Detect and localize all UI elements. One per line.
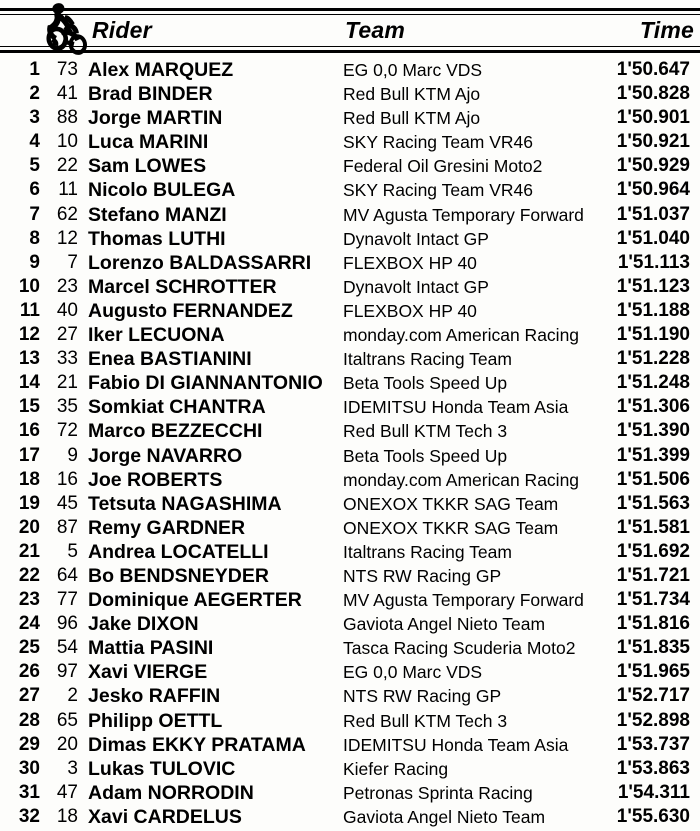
lap-time: 1'51.734 (616, 589, 690, 611)
rider-last-name: LUTHI (168, 227, 226, 250)
rider-name (88, 709, 222, 733)
position-number: 27 (18, 685, 40, 707)
rider-number: 97 (56, 661, 78, 683)
header-rule-top-thin (0, 14, 700, 15)
lap-time: 1'50.828 (616, 83, 690, 105)
position-number: 14 (18, 372, 40, 394)
position-number: 15 (18, 396, 40, 418)
rider-first-name: Iker (88, 324, 129, 347)
rider-last-name: BINDER (137, 83, 213, 106)
lap-time: 1'51.390 (616, 420, 690, 442)
lap-time: 1'51.037 (616, 203, 690, 225)
rider-first-name: Dimas (88, 733, 152, 756)
rider-number: 33 (56, 348, 78, 370)
rider-number: 16 (56, 468, 78, 490)
rider-name (88, 660, 207, 684)
lap-time: 1'51.835 (616, 637, 690, 659)
rider-first-name: Philipp (88, 709, 159, 732)
table-row (0, 733, 700, 757)
table-row (0, 636, 700, 660)
position-number: 10 (18, 275, 40, 297)
rider-number: 9 (67, 444, 78, 466)
team-name: ONEXOX TKKR SAG Team (343, 517, 559, 538)
rider-number: 21 (56, 372, 78, 394)
team-name: Italtrans Racing Team (343, 349, 512, 370)
team-name: SKY Racing Team VR46 (343, 180, 534, 201)
rider-name (88, 781, 254, 805)
table-row (0, 251, 700, 275)
lap-time: 1'54.311 (617, 781, 690, 803)
position-number: 29 (18, 733, 40, 755)
rider-last-name: LOWES (134, 155, 207, 178)
rider-last-name: CARDELUS (133, 805, 242, 828)
lap-time: 1'55.630 (616, 805, 690, 827)
position-number: 21 (18, 540, 40, 562)
team-name: Red Bull KTM Tech 3 (343, 710, 508, 731)
rider-name (88, 251, 311, 275)
team-name: FLEXBOX HP 40 (343, 300, 477, 321)
rider-last-name: NORRODIN (147, 781, 254, 804)
rider-number: 11 (58, 179, 78, 201)
rider-number: 64 (56, 564, 78, 586)
position-number: 31 (18, 781, 40, 803)
lap-time: 1'51.721 (616, 564, 690, 586)
rider-number: 54 (56, 637, 78, 659)
rider-number: 40 (56, 299, 78, 321)
table-row (0, 757, 700, 781)
rider-number: 27 (56, 324, 78, 346)
rider-first-name: Bo (88, 564, 120, 587)
rider-name (88, 154, 206, 178)
team-name: EG 0,0 Marc VDS (343, 60, 483, 80)
rider-first-name: Brad (88, 83, 138, 106)
rider-number: 18 (56, 805, 78, 827)
position-number: 17 (18, 444, 40, 466)
rider-number: 47 (56, 781, 78, 803)
rider-last-name: NAVARRO (146, 444, 243, 467)
table-row (0, 781, 700, 805)
table-row (0, 106, 700, 130)
table-row (0, 323, 700, 347)
rider-number: 72 (56, 420, 78, 442)
table-row (0, 516, 700, 540)
rider-first-name: Adam (88, 781, 148, 804)
rider-name (88, 203, 227, 227)
rider-first-name: Nicolo (88, 179, 154, 202)
position-number: 5 (29, 155, 40, 177)
rider-first-name: Jake (88, 613, 137, 636)
team-name: monday.com American Racing (343, 325, 580, 346)
rider-first-name: Alex (88, 59, 135, 81)
rider-first-name: Augusto (88, 299, 173, 322)
rider-name (88, 516, 245, 540)
rider-last-name: OETTL (158, 709, 223, 732)
rider-first-name: Lukas (88, 757, 150, 780)
lap-time: 1'53.737 (616, 733, 690, 755)
table-row (0, 178, 700, 202)
rider-last-name: MARINI (138, 131, 209, 154)
table-row (0, 564, 700, 588)
rider-first-name: Thomas (88, 227, 169, 250)
rider-first-name: Stefano (88, 203, 165, 226)
table-row (0, 82, 700, 106)
position-number: 19 (18, 492, 40, 514)
team-name: monday.com American Racing (343, 469, 580, 490)
rider-number: 65 (56, 709, 78, 731)
team-name: NTS RW Racing GP (343, 686, 502, 707)
rider-number: 87 (56, 516, 78, 538)
position-number: 1 (29, 59, 40, 80)
lap-time: 1'51.581 (616, 516, 690, 538)
table-row (0, 371, 700, 395)
rider-number: 22 (56, 155, 78, 177)
position-number: 11 (19, 299, 40, 321)
team-name: IDEMITSU Honda Team Asia (343, 734, 569, 755)
rider-last-name: ROBERTS (127, 468, 223, 491)
rider-last-name: TULOVIC (149, 757, 236, 780)
header-rule-bottom-thin (0, 46, 700, 47)
rider-name (88, 178, 235, 202)
table-row (0, 684, 700, 708)
rider-number: 45 (56, 492, 78, 514)
rider-number: 35 (56, 396, 78, 418)
team-name: FLEXBOX HP 40 (343, 252, 477, 273)
team-name: ONEXOX TKKR SAG Team (343, 493, 559, 514)
rider-name (88, 684, 220, 708)
team-name: MV Agusta Temporary Forward (343, 590, 584, 611)
lap-time: 1'51.123 (616, 275, 690, 297)
rider-last-name: VIERGE (133, 661, 208, 684)
rider-last-name: GARDNER (146, 516, 246, 539)
team-name: Beta Tools Speed Up (343, 373, 508, 394)
team-name: Tasca Racing Scuderia Moto2 (343, 638, 576, 659)
header-rule-bottom-thick (0, 50, 700, 53)
lap-time: 1'51.040 (616, 227, 690, 249)
lap-time: 1'51.692 (616, 540, 690, 562)
rider-last-name: PASINI (149, 637, 214, 660)
position-number: 24 (18, 613, 40, 635)
rider-first-name: Marco (88, 420, 151, 443)
position-number: 7 (29, 203, 40, 225)
rider-name (88, 347, 252, 371)
rider-name (88, 492, 282, 516)
rider-number: 12 (56, 227, 78, 249)
rider-last-name: AEGERTER (193, 589, 302, 612)
lap-time: 1'52.717 (616, 685, 690, 707)
rider-name (88, 130, 208, 154)
table-row (0, 805, 700, 829)
position-number: 30 (18, 757, 40, 779)
table-row (0, 660, 700, 684)
lap-time: 1'50.964 (616, 179, 690, 201)
position-number: 4 (29, 131, 40, 153)
rider-number: 73 (56, 59, 78, 80)
team-name: Italtrans Racing Team (343, 541, 512, 562)
team-name: Red Bull KTM Ajo (343, 84, 481, 105)
rider-last-name: EKKY PRATAMA (151, 733, 306, 756)
lap-time: 1'53.863 (616, 757, 690, 779)
table-row (0, 299, 700, 323)
table-header (0, 0, 700, 56)
rider-first-name: Luca (88, 131, 139, 154)
rider-first-name: Somkiat (88, 396, 170, 419)
table-row (0, 709, 700, 733)
position-number: 3 (29, 107, 40, 129)
lap-time: 1'51.228 (616, 348, 690, 370)
rider-name (88, 588, 302, 612)
lap-time: 1'51.113 (617, 251, 690, 273)
header-rule-top-thick (0, 8, 700, 11)
lap-time: 1'51.506 (616, 468, 690, 490)
rider-number: 3 (67, 757, 78, 779)
rider-name (88, 757, 235, 781)
rider-first-name: Dominique (88, 589, 194, 612)
rider-last-name: DI GIANNANTONIO (145, 372, 323, 395)
lap-time: 1'50.921 (616, 131, 690, 153)
table-row (0, 492, 700, 516)
team-name: Dynavolt Intact GP (343, 228, 489, 249)
lap-time: 1'51.399 (616, 444, 690, 466)
table-row (0, 540, 700, 564)
rider-first-name: Remy (88, 516, 147, 539)
rider-number: 88 (56, 107, 78, 129)
rider-name (88, 82, 213, 106)
lap-time: 1'50.929 (616, 155, 690, 177)
position-number: 9 (29, 251, 40, 273)
rider-number: 5 (67, 540, 78, 562)
rider-number: 62 (56, 203, 78, 225)
rider-name (88, 564, 269, 588)
rider-name (88, 106, 222, 130)
rider-name (88, 419, 262, 443)
table-row (0, 444, 700, 468)
rider-first-name: Mattia (88, 637, 150, 660)
lap-time: 1'51.248 (616, 372, 690, 394)
rider-last-name: CHANTRA (169, 396, 266, 419)
column-header-time: Time (614, 17, 694, 43)
rider-last-name: MARQUEZ (134, 59, 234, 81)
position-number: 16 (18, 420, 40, 442)
rider-name (88, 371, 323, 395)
rider-last-name: BALDASSARRI (169, 251, 312, 274)
rider-last-name: SCHROTTER (155, 275, 277, 298)
team-name: Gaviota Angel Nieto Team (343, 614, 546, 635)
results-list (0, 58, 700, 829)
rider-last-name: MANZI (164, 203, 227, 226)
table-row (0, 612, 700, 636)
team-name: Red Bull KTM Ajo (343, 108, 481, 129)
rider-first-name: Jorge (88, 107, 147, 130)
rider-first-name: Lorenzo (88, 251, 170, 274)
team-name: Red Bull KTM Tech 3 (343, 421, 508, 442)
rider-first-name: Xavi (88, 661, 134, 684)
rider-name (88, 58, 233, 82)
team-name: Beta Tools Speed Up (343, 445, 508, 466)
position-number: 12 (18, 324, 40, 346)
table-row (0, 347, 700, 371)
rider-name (88, 636, 213, 660)
position-number: 2 (29, 83, 40, 105)
lap-time: 1'50.647 (616, 59, 690, 80)
rider-first-name: Jorge (88, 444, 147, 467)
position-number: 22 (18, 564, 40, 586)
lap-time: 1'51.965 (616, 661, 690, 683)
rider-name (88, 275, 277, 299)
rider-name (88, 805, 242, 829)
table-row (0, 130, 700, 154)
lap-time: 1'51.563 (616, 492, 690, 514)
rider-name (88, 299, 293, 323)
rider-last-name: NAGASHIMA (161, 492, 282, 515)
position-number: 32 (18, 805, 40, 827)
column-header-team: Team (341, 17, 409, 43)
table-row (0, 227, 700, 251)
rider-number: 20 (56, 733, 78, 755)
position-number: 26 (18, 661, 40, 683)
rider-first-name: Xavi (88, 805, 134, 828)
rider-number: 96 (56, 613, 78, 635)
team-name: IDEMITSU Honda Team Asia (343, 397, 569, 418)
table-row (0, 275, 700, 299)
rider-last-name: FERNANDEZ (172, 299, 293, 322)
position-number: 18 (18, 468, 40, 490)
rider-name (88, 323, 225, 347)
lap-time: 1'50.901 (616, 107, 690, 129)
table-row (0, 395, 700, 419)
rider-first-name: Marcel (88, 275, 156, 298)
lap-time: 1'51.816 (616, 613, 690, 635)
position-number: 13 (18, 348, 40, 370)
rider-number: 2 (67, 685, 78, 707)
rider-first-name: Sam (88, 155, 135, 178)
rider-first-name: Fabio (88, 372, 146, 395)
lap-time: 1'51.306 (616, 396, 690, 418)
rider-first-name: Jesko (88, 685, 149, 708)
rider-number: 77 (56, 589, 78, 611)
rider-last-name: BASTIANINI (140, 348, 252, 371)
rider-number: 23 (56, 275, 78, 297)
position-number: 28 (18, 709, 40, 731)
rider-name (88, 468, 222, 492)
motorcycle-racer-icon (36, 1, 90, 57)
team-name: Federal Oil Gresini Moto2 (343, 156, 543, 177)
table-row (0, 588, 700, 612)
table-row (0, 58, 700, 82)
rider-last-name: BULEGA (153, 179, 236, 202)
rider-first-name: Enea (88, 348, 141, 371)
column-header-rider: Rider (88, 17, 156, 43)
rider-name (88, 612, 199, 636)
rider-name (88, 227, 226, 251)
rider-last-name: BENDSNEYDER (119, 564, 269, 587)
rider-number: 7 (67, 251, 78, 273)
rider-last-name: DIXON (136, 613, 199, 636)
rider-first-name: Joe (88, 468, 128, 491)
team-name: SKY Racing Team VR46 (343, 132, 534, 153)
team-name: NTS RW Racing GP (343, 565, 502, 586)
rider-first-name: Tetsuta (88, 492, 162, 515)
lap-time: 1'52.898 (616, 709, 690, 731)
position-number: 20 (18, 516, 40, 538)
position-number: 25 (18, 637, 40, 659)
team-name: MV Agusta Temporary Forward (343, 204, 584, 225)
rider-last-name: LOCATELLI (160, 540, 269, 563)
table-row (0, 154, 700, 178)
position-number: 8 (29, 227, 40, 249)
rider-name (88, 444, 242, 468)
rider-last-name: BEZZECCHI (150, 420, 263, 443)
rider-first-name: Andrea (88, 540, 161, 563)
rider-name (88, 395, 266, 419)
rider-last-name: LECUONA (128, 324, 225, 347)
table-row (0, 203, 700, 227)
team-name: Petronas Sprinta Racing (343, 782, 533, 803)
rider-last-name: RAFFIN (148, 685, 221, 708)
lap-time: 1'51.188 (616, 299, 690, 321)
table-row (0, 468, 700, 492)
rider-number: 41 (56, 83, 78, 105)
team-name: Gaviota Angel Nieto Team (343, 806, 546, 827)
team-name: Kiefer Racing (343, 758, 449, 779)
rider-number: 10 (56, 131, 78, 153)
team-name: EG 0,0 Marc VDS (343, 662, 483, 683)
rider-last-name: MARTIN (146, 107, 223, 130)
position-number: 23 (18, 589, 40, 611)
rider-name (88, 733, 306, 757)
rider-name (88, 540, 269, 564)
lap-time: 1'51.190 (616, 324, 690, 346)
table-row (0, 419, 700, 443)
position-number: 6 (29, 179, 40, 201)
team-name: Dynavolt Intact GP (343, 276, 489, 297)
